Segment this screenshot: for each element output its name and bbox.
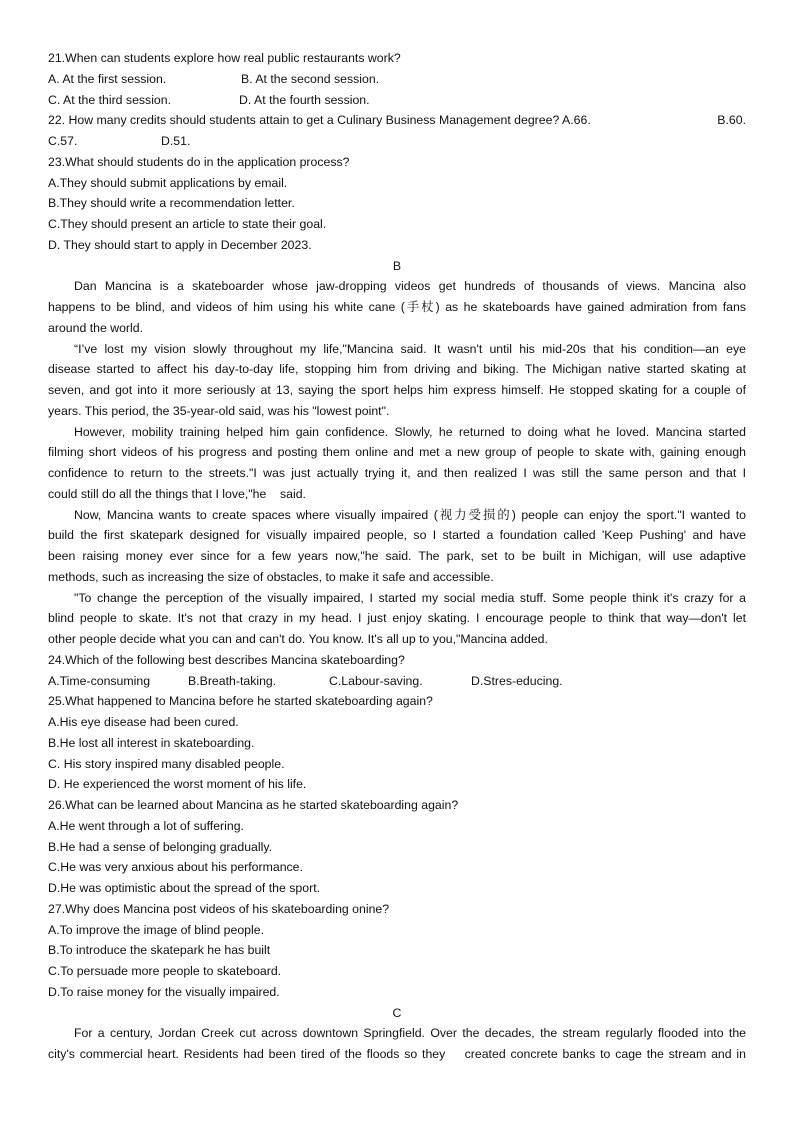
paragraph-line: around the world. [48, 320, 144, 335]
option-c: C.Labour-saving. [329, 673, 423, 688]
option-d: D.51. [161, 134, 191, 148]
question-22 [48, 110, 746, 152]
option-d: D. They should start to apply in December 2023. [48, 237, 312, 252]
question-21 [48, 48, 746, 110]
paragraph-line: disease started to affect his day-to-day life, stopping him from driving and biking. The Michigan native started skating at [48, 362, 746, 377]
question-25 [48, 691, 746, 795]
paragraph [48, 276, 746, 338]
option-c: C.He was very anxious about his performance. [48, 860, 303, 875]
question-23 [48, 152, 746, 256]
option-b: B.To introduce the skatepark he has built [48, 943, 271, 958]
question-text: 24.Which of the following best describes Mancina skateboarding? [48, 652, 405, 667]
question-24 [48, 650, 746, 692]
question-text: 22. How many credits should students attain to get a Culinary Business Management degree? A.66. [48, 113, 591, 128]
question-text: 23.What should students do in the application process? [48, 154, 350, 169]
paragraph-line: “I’ve lost my vision slowly throughout my life,"Mancina said. It wasn't until his mid-20s that his condition—an eye [74, 341, 746, 356]
option-b: B.They should write a recommendation letter. [48, 196, 295, 211]
paragraph-line: Now, Mancina wants to create spaces where visually impaired (视力受损的) people can enjoy the sport."I wanted to [74, 507, 746, 522]
paragraph-line: happens to be blind, and videos of him using his white cane (手杖) as he skateboards have gained admiration from fans [48, 300, 746, 314]
option-b: B.He lost all interest in skateboarding. [48, 735, 255, 750]
paragraph-line: been raising money ever since for a few years now,"he said. The park, set to be built in Michigan, will use adaptive [48, 549, 746, 563]
paragraph-line: For a century, Jordan Creek cut across downtown Springfield. Over the decades, the stream regularly flooded into the [74, 1026, 746, 1041]
option-d: D. He experienced the worst moment of his life. [48, 777, 307, 792]
paragraph-line: city's commercial heart. Residents had been tired of the floods so they created concrete banks to cage the stream and in [48, 1047, 746, 1061]
paragraph [48, 339, 746, 422]
question-text: 21.When can students explore how real public restaurants work? [48, 51, 401, 65]
option-c: C. At the third session. [48, 92, 172, 107]
question-text: 25.What happened to Mancina before he started skateboarding again? [48, 694, 433, 709]
option-b: B.Breath-taking. [188, 673, 277, 688]
option-a: A.They should submit applications by email. [48, 175, 288, 190]
passage-c [48, 1023, 746, 1065]
question-27 [48, 899, 746, 1003]
paragraph-line: "To change the perception of the visually impaired, I started my social media stuff. Some people think it's crazy for a [74, 590, 746, 605]
section-heading-b: B [392, 258, 402, 273]
paragraph [48, 588, 746, 650]
question-text-row [48, 110, 746, 131]
exam-page [48, 48, 746, 1065]
option-c: C.To persuade more people to skateboard. [48, 964, 282, 978]
option-b: B.He had a sense of belonging gradually. [48, 839, 273, 854]
option-a: A.To improve the image of blind people. [48, 922, 265, 937]
paragraph-line: methods, such as increasing the size of obstacles, to make it safe and accessible. [48, 569, 494, 584]
paragraph-line: filming short videos of his progress and posting them online and met a new group of people to skate with, gaining enough [48, 445, 746, 460]
paragraph-line: build the first skatepark designed for visually impaired people, so I started a foundation called 'Keep Pushing' and have [48, 528, 746, 543]
paragraph-line: could still do all the things that I love,"he said. [48, 486, 306, 501]
options-row [48, 131, 746, 152]
options-row [48, 671, 746, 692]
option-d: D.Stres-educing. [471, 673, 563, 688]
option-d: D. At the fourth session. [239, 92, 370, 107]
paragraph-line: seven, and got into it more seriously at 13, saying the sport helps him express himself. He stopped skating for a couple of [48, 383, 746, 397]
options-row [48, 90, 746, 111]
option-c: C. His story inspired many disabled people. [48, 756, 285, 771]
question-text: 27.Why does Mancina post videos of his skateboarding onine? [48, 901, 390, 916]
options-row [48, 69, 746, 90]
section-heading-c: C [392, 1005, 402, 1020]
paragraph [48, 422, 746, 505]
question-26 [48, 795, 746, 899]
option-a: A. At the first session. [48, 71, 167, 86]
passage-b [48, 276, 746, 650]
paragraph-line: blind people to skate. It's not that crazy in my head. I just enjoy skating. I encourage people to think that way—don't let [48, 611, 746, 626]
paragraph-line: Dan Mancina is a skateboarder whose jaw-dropping videos get hundreds of thousands of views. Mancina also [74, 279, 746, 294]
paragraph-line: years. This period, the 35-year-old said, was his "lowest point". [48, 403, 390, 418]
option-d: D.To raise money for the visually impaired. [48, 984, 280, 999]
option-a: A.His eye disease had been cured. [48, 715, 239, 729]
paragraph-line: other people decide what you can and can't do. You know. It's all up to you,"Mancina added. [48, 632, 548, 646]
question-text: 26.What can be learned about Mancina as he started skateboarding again? [48, 798, 459, 812]
option-a: A.He went through a lot of suffering. [48, 818, 244, 833]
option-c: C.They should present an article to state their goal. [48, 217, 327, 231]
option-a: A.Time-consuming [48, 673, 151, 688]
option-b: B. At the second session. [241, 71, 380, 86]
option-c: C.57. [48, 134, 78, 148]
paragraph-line: However, mobility training helped him gain confidence. Slowly, he returned to doing what he loved. Mancina started [74, 424, 746, 439]
option-d: D.He was optimistic about the spread of the sport. [48, 881, 321, 895]
paragraph [48, 505, 746, 588]
option-b: B.60. [717, 113, 746, 128]
paragraph-line: confidence to return to the streets."I was just actually trying it, and then realized I was still the same person and that I [48, 466, 746, 480]
